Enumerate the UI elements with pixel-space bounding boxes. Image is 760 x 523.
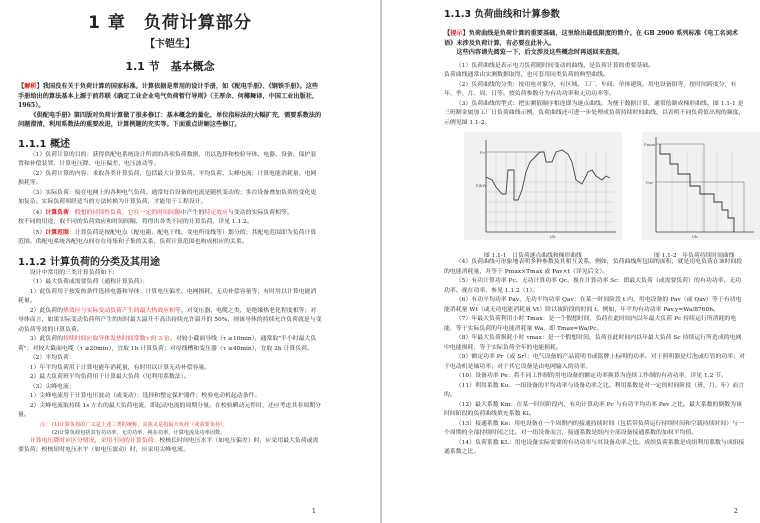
paragraph: 2）尖峰电流取持续 1s 左右的最大负荷电流，即起动电流的周期分量。在校验瞬动元件时，还应考虑其非周期分量。 xyxy=(18,402,321,419)
term-computed-load: 计算负荷 xyxy=(45,208,69,216)
chapter-title: 1 章 负荷计算部分 xyxy=(88,13,252,33)
paragraph: （4）负荷曲线可形象地表明多种参数及其相互关系。例如，负荷曲线所包围的面积，就是用电负荷在该时间段的电能消耗量，并等于 Pmax×Tmax 或 Pav×t（详见后文）。 xyxy=(444,259,743,275)
paragraph-computed-load: （4）计算负荷：假想的持续性负荷，它在一定的时间间隔中产生的特定效应与变动的实际负荷相等。 xyxy=(29,208,293,216)
note-2: (2)计算负荷包括其有功功率、无功功率、视在功率、计算电流及功率因数。 xyxy=(52,429,226,436)
paragraph: 按不同的用途，取不同的负荷效应和时间间隔，将得出各类不同的计算负荷，详见 1.1.2。 xyxy=(18,219,253,226)
paragraph: （1）负荷曲线是表示电力负荷随时间变动的曲线，是负荷计算的重要基础。 xyxy=(455,62,654,69)
paragraph: （8）年最大负荷损耗小时 τmax：是一个假想时间，负荷在此时间内以年最大负荷 Sc 持续运行所造成的电网中电能损耗，等于实际负荷全年的电能损耗。 xyxy=(444,335,742,351)
paragraph-calc-range: （5）计算范围：计算负荷是按配电点（配电箱、配电干线、变电所母线等）划分的；其配电范围即为负荷计算范围。供配电系统各配电点间存在母集和子集的关系，负荷计算范围也构成相应的关系。 xyxy=(18,228,317,246)
term-calc-range: 计算范围 xyxy=(45,228,69,236)
svg-text:P/kW: P/kW xyxy=(476,183,487,189)
note-1: 注： (1)计算负荷的广义是上述三类的统称，其狭义是指最大负荷（或需要负荷）。 xyxy=(40,421,228,428)
paragraph: （11）利用系数 Ku：一组设备的平均功率与设备功率之比。利用系数是对一定的时间阶段（班、月、年）而言的。 xyxy=(444,382,745,399)
paragraph-final: 计算电压降时应区分情况，采用不同的计算负荷：校核长时间电压水平（如电压偏差）时，应采用最大负荷或需要负荷；校核短时电压水平（如电压波动）时，应采用尖峰电流。 xyxy=(18,437,319,454)
paragraph: 1）此负荷用于按发热条件选择电器和导体；计算电压偏差、电网损耗、无功补偿容量等；有时用以计算电能消耗量。 xyxy=(18,288,317,305)
paragraph: 1）年平均负荷用于计算电能年消耗量，有时用以计算无功补偿容量。 xyxy=(29,364,211,371)
figure-1-caption: 图 1.1-1 日负荷逐点曲线和梯形曲线 xyxy=(484,253,582,260)
svg-text:Pc: Pc xyxy=(480,150,485,156)
daily-load-chart xyxy=(464,132,622,240)
svg-text:Pmax: Pmax xyxy=(644,142,656,148)
paragraph: （3）负荷曲线的型式：把实测值顺序相连即为逐点曲线。为便于数据计算，通常绘制成梯形曲线。图 1.1-1 是三班制金属加工厂日负荷曲线示例。负荷曲线还可进一步处理成负荷持续时间曲线，以表明不同负荷值出现的频度，示例见图 1.1-2。 xyxy=(444,100,745,126)
paragraph: （1）最大负荷或需要负荷（通称计算负荷）： xyxy=(29,279,149,286)
paragraph: （2）负荷计算的内容：求取各类计算负荷，包括最大计算负荷、平均负荷、尖峰电流；计算电能消耗量、电网损耗等。 xyxy=(18,170,317,187)
figure-2-caption: 图 1.1-2 年负荷持续时间曲线 xyxy=(654,253,735,260)
paragraph: 2）最大负荷班平均负荷用于计算最大负荷（见利用系数法）。 xyxy=(29,374,190,381)
svg-text:t/h: t/h xyxy=(550,234,556,240)
paragraph: （5）有功计算功率 Pc、无功计算功率 Qc、视在计算功率 Sc：即最大负荷（或需要负荷）的有功功率、无功功率、视在功率，参见 1.1.2（1）。 xyxy=(444,278,742,294)
paragraph: （2）平均负荷： xyxy=(29,355,75,362)
paragraph: （3）实际负荷：接在电网上的各种电气负荷。通常每台设备的电流是随机变动的；多台设备叠加负荷的变化更加复杂。实际负荷须经适当的方法转换为计算负荷，才能用于工程设计。 xyxy=(18,189,317,206)
intro-text: 我国没有关于负荷计算的国家标准。计算依据是常用的设计手册，如《配电手册》、《钢铁手册》。这些手册给出的算法基本上源于前苏联《确定工业企业电气负荷暂行导则》（王厚余、何椰舞译，中国工业出版社，1965）。 xyxy=(18,83,319,110)
paragraph: （2）负荷曲线的分类：按用电对象分，有区域、工厂、车间、单体建筑、用电设备组等。按时间跨度分，有年、季、月、周、日等。按负荷参数分为有功功率和无功功率等。 xyxy=(444,81,737,98)
paragraph: （1）负荷计算的目的：获得供配电系统设计所需的各项负荷数据，用以选择和校验导体、电器、设备、保护装置和补偿装置，计算电压降、电压偏差、电压波动等。 xyxy=(18,151,317,168)
intro-note: 【解析】我国没有关于负荷计算的国家标准。计算依据是常用的设计手册，如《配电手册》、《钢铁手册》。这些手册给出的算法基本上源于前苏联《确定工业企业电气负荷暂行导则》（王厚余、何椰舞译，中国工业出版社，1965）。 《供配电手册》第四版对负荷计算做了很多修订：基本概念的量化，单位指标法的大幅扩充，需要系数法的问题澄清，利用系数法的重要改进，计算例题的充实等。下面重点讲解这些修订。 xyxy=(18,83,322,129)
tip-note: 【提示】负荷曲线是负荷计算的重要基础，这里给出最低限度的简介。在 GB 2900 系列标准《电工名词术语》未涉及负荷计算，有必要在此补入。 这些内容请先阅览一下，后文涉及这些概念时再返回来查阅。 xyxy=(444,30,739,57)
svg-text:Pav: Pav xyxy=(646,180,654,186)
paragraph: 负荷曲线通常由实测数据取得，也可套用同类负荷的典型曲线。 xyxy=(444,72,609,79)
paragraph: （6）有功平均功率 Pav、无功平均功率 Qav：在某一时间阶段 t 内，用电设备的 Pav（或 Qav）等于有功电能消耗量 Wt（或无功电能消耗量 Vt）除以该阶段的时间 t。例如，年平均有功功率 Pav.y=Wa/8760h。 xyxy=(444,297,742,313)
heading-1-1-2: 1.1.2 计算负荷的分类及其用途 xyxy=(18,256,160,268)
svg-text:t/h: t/h xyxy=(692,234,698,240)
paragraph: （12）最大系数 Km：在某一时间阶段内，有功计算功率 Pc 与有功平均功率 Pav 之比。最大系数的倒数为该时间阶段的负荷曲线填充系数 Kl。 xyxy=(444,401,742,418)
paragraph: （9）额定功率 Pr（或 Sr）：电气设备的产品说明书或铭牌上标明的功率。对于照明器是灯泡或灯管的功率；对于电动机是轴功率；对于其它设备是由电网输入的功率。 xyxy=(444,354,745,370)
intro-tag: 解析 xyxy=(24,83,37,90)
page-number: 1 xyxy=(312,508,316,515)
section-title: 1.1 节 基本概念 xyxy=(125,60,215,73)
paragraph: （14）负荷系数 KL：用电设备实际需要的有功功率与其设备功率之比。成组负荷系数是成组利用系数与成组接通系数之比。 xyxy=(444,439,745,456)
paragraph: （10）设备功率 Pe：将不同工作制的用电设备的额定功率换算为连续工作制的有功功率。详见 1.2 节。 xyxy=(455,373,727,380)
figure-annual-duration-curve xyxy=(642,132,760,240)
tip-tag: 提示 xyxy=(450,30,463,37)
paragraph: 1）尖峰电流用于计算电压波动（或变动）；选择和整定保护器件；校验电动机起动条件。 xyxy=(29,393,261,400)
paragraph: （13）接通系数 Ke：用电设备在一个周期内的接通持续时间（包括带负荷运行持续时间和空载持续时间）与一个周期的全部持续时间之比。对一组设备而言，接通系数是组内全部设备接通系数的加权平均值。 xyxy=(444,420,744,437)
intro-text-2: 《供配电手册》第四版对负荷计算做了很多修订：基本概念的量化，单位指标法的大幅扩充，需要系数法的问题澄清，利用系数法的重要改进，计算例题的充实等。下面重点讲解这些修订。 xyxy=(18,111,322,129)
paragraph: （3）尖峰电流： xyxy=(29,383,75,390)
page-number: 2 xyxy=(734,508,738,515)
paragraph: 设计中常用的三类计算负荷如下： xyxy=(29,269,119,276)
figures xyxy=(444,130,746,260)
author: 【卞铠生】 xyxy=(145,39,195,50)
paragraph: （7）年最大负荷利用小时 Tmax：是一个假想时间，负荷在此时间内以年最大负荷 Pc 持续运行所消耗的电能，等于实际负荷的年电能消耗量 Wa，即 Tmax=Wa/Pc。 xyxy=(444,316,737,332)
paragraph: 2）此负荷的热效应与实际变动负荷产生的最大热效应相等。对变压器、电缆之类，是绝缘热老化程度相等；对导体而言，如果实际变动负荷所产生的短时最大温升不高出持续允许温升的 50%，则该导体的持续允许负荷就是与变动负荷等效的计算负荷。 xyxy=(18,307,322,333)
paragraph: 3）此负荷的持续时间应取导体发热时间常数τ 的 3 倍。对较小截面导线（τ ≥10min），通常取"半小时最大负荷"；对较大截面电缆（τ ≥20min），宜取 1h 计算负荷；对母线槽和变压器（τ ≥40min），宜取 2h 计算负荷。 xyxy=(18,336,317,352)
annual-duration-chart xyxy=(642,132,760,240)
page-2 xyxy=(382,0,760,523)
figure-daily-load-curve xyxy=(464,132,622,240)
heading-1-1-1: 1.1.1 概述 xyxy=(18,138,70,150)
heading-1-1-3: 1.1.3 负荷曲线和计算参数 xyxy=(444,9,560,20)
